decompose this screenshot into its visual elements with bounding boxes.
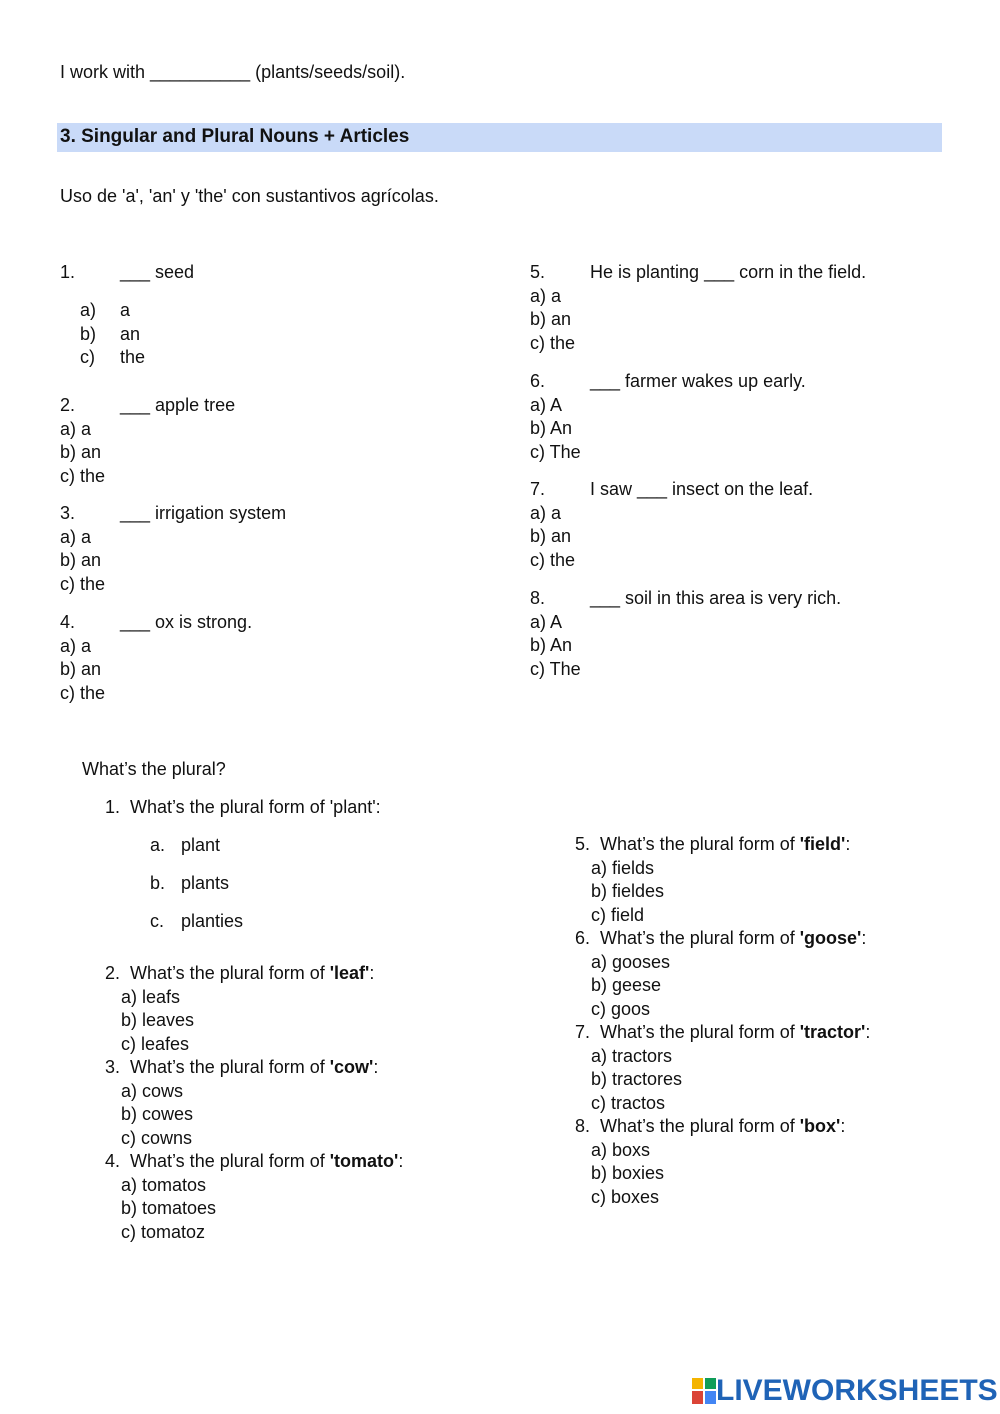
article-question-6	[530, 370, 806, 464]
article-question-1	[60, 261, 194, 285]
question-prefix: What’s the plural form of	[130, 963, 330, 983]
option[interactable]: a) tomatos	[121, 1174, 207, 1195]
plural-question-4: 4. What’s the plural form of 'tomato': a) tomatos b) tomatoes c) tomatoz	[90, 1150, 403, 1244]
option[interactable]: b) an	[530, 309, 572, 329]
option[interactable]: c) field	[591, 904, 645, 925]
question-word: 'box'	[799, 1116, 841, 1136]
question-number: 2.	[60, 395, 76, 415]
question-prefix: What’s the plural form of	[130, 1151, 330, 1171]
option[interactable]: c) goos	[591, 998, 651, 1019]
plural-question-6: 6. What’s the plural form of 'goose': a) gooses b) geese c) goos	[560, 927, 870, 1021]
liveworksheets-logo	[692, 1373, 998, 1409]
question-number: 8.	[530, 588, 546, 608]
option[interactable]: a) A	[530, 394, 563, 415]
question-text: I saw ___ insect on the leaf.	[590, 479, 814, 499]
question-prefix: What’s the plural form of	[600, 1116, 800, 1136]
article-question-2	[60, 394, 235, 488]
option-letter: b.	[150, 873, 166, 893]
liveworksheets-logo-icon	[692, 1378, 716, 1404]
question-number: 4.	[104, 1151, 120, 1171]
question-word: 'leaf'	[329, 963, 370, 983]
question-text: ___ apple tree	[120, 395, 236, 415]
question-number: 6.	[574, 928, 590, 948]
article-question-7	[530, 478, 813, 572]
plural-questions-right	[560, 833, 870, 1209]
article-question-3	[60, 502, 286, 596]
plural-questions-left	[90, 962, 403, 1244]
question-number: 7.	[530, 479, 546, 499]
question-prefix: What’s the plural form of	[600, 834, 800, 854]
option-letter: a.	[150, 835, 166, 855]
option[interactable]: a) a	[530, 502, 562, 523]
logo-text: LIVEWORKSHEETS	[716, 1374, 998, 1408]
option[interactable]: b) an	[60, 442, 102, 462]
option[interactable]: b) fieldes	[591, 881, 665, 901]
article-question-4	[60, 611, 252, 705]
question-number: 3.	[104, 1057, 120, 1077]
option[interactable]: c) tomatoz	[121, 1221, 206, 1242]
question-number: 5.	[574, 834, 590, 854]
plurals-heading: What’s the plural?	[82, 759, 226, 779]
plural-question-7: 7. What’s the plural form of 'tractor': a) tractors b) tractores c) tractos	[560, 1021, 870, 1115]
plural-question-8: 8. What’s the plural form of 'box': a) boxs b) boxies c) boxes	[560, 1115, 870, 1209]
option[interactable]: b) tomatoes	[121, 1198, 217, 1218]
option[interactable]: b) tractores	[591, 1069, 683, 1089]
option-text[interactable]: a	[120, 300, 131, 320]
article-question-8	[530, 587, 841, 681]
plural-question-3: 3. What’s the plural form of 'cow': a) cows b) cowes c) cowns	[90, 1056, 403, 1150]
article-question-1-options	[80, 299, 145, 370]
option[interactable]: a) fields	[591, 857, 655, 878]
option[interactable]: a) a	[60, 526, 92, 547]
question-word: 'field'	[799, 834, 846, 854]
section-title: 3. Singular and Plural Nouns + Articles	[60, 126, 410, 147]
question-text: ___ soil in this area is very rich.	[590, 588, 842, 608]
option[interactable]: b) cowes	[121, 1104, 194, 1124]
question-text: ___ ox is strong.	[120, 612, 253, 632]
option-letter: c)	[80, 347, 95, 367]
option[interactable]: b) boxies	[591, 1163, 665, 1183]
plural-question-2: 2. What’s the plural form of 'leaf': a) leafs b) leaves c) leafes	[90, 962, 403, 1056]
option[interactable]: a) gooses	[591, 951, 671, 972]
option[interactable]: c) The	[530, 658, 581, 679]
option[interactable]: b) An	[530, 635, 573, 655]
option[interactable]: c) the	[60, 573, 106, 594]
question-number: 4.	[60, 612, 76, 632]
question-text: ___ farmer wakes up early.	[590, 371, 806, 391]
plural-q1-option-a[interactable]	[150, 834, 220, 858]
option[interactable]: a) boxs	[591, 1139, 651, 1160]
question-number: 6.	[530, 371, 546, 391]
option-text[interactable]: the	[120, 347, 146, 367]
option[interactable]: c) leafes	[121, 1033, 190, 1054]
option-letter: b)	[80, 323, 97, 344]
question-number: 5.	[530, 262, 546, 282]
option[interactable]: c) the	[60, 682, 106, 703]
option-text: planties	[181, 911, 244, 931]
question-text: ___ seed	[120, 262, 195, 282]
option[interactable]: c) cowns	[121, 1127, 193, 1148]
question-number: 2.	[104, 963, 120, 983]
option-letter: c.	[150, 911, 165, 931]
question-prefix: What’s the plural form of	[600, 928, 800, 948]
option[interactable]: b) an	[530, 526, 572, 546]
option[interactable]: a) cows	[121, 1080, 184, 1101]
question-text: What’s the plural form of 'plant':	[130, 797, 381, 817]
option[interactable]: c) tractos	[591, 1092, 666, 1113]
option[interactable]: b) geese	[591, 975, 662, 995]
option[interactable]: c) The	[530, 441, 581, 462]
option-text: plant	[181, 835, 221, 855]
plural-question-1	[90, 796, 381, 820]
question-text: ___ irrigation system	[120, 503, 287, 523]
option[interactable]: c) the	[60, 465, 106, 486]
article-question-5	[530, 261, 866, 355]
intro-line: I work with __________ (plants/seeds/soil).	[60, 62, 406, 82]
option-letter: a)	[80, 300, 97, 320]
option[interactable]: c) the	[530, 332, 576, 353]
plural-q1-option-b[interactable]	[150, 872, 229, 896]
option[interactable]: b) leaves	[121, 1010, 195, 1030]
question-prefix: What’s the plural form of	[130, 1057, 330, 1077]
section-instruction: Uso de 'a', 'an' y 'the' con sustantivos agrícolas.	[60, 186, 439, 206]
question-number: 1.	[104, 797, 120, 817]
option[interactable]: c) boxes	[591, 1186, 660, 1207]
option[interactable]: b) an	[60, 659, 102, 679]
question-word: 'tomato'	[329, 1151, 399, 1171]
option-text: plants	[181, 873, 230, 893]
option[interactable]: a) A	[530, 611, 563, 632]
option[interactable]: a) a	[60, 418, 92, 439]
question-word: 'tractor'	[799, 1022, 866, 1042]
question-number: 3.	[60, 503, 76, 523]
question-number: 1.	[60, 262, 76, 282]
question-number: 8.	[574, 1116, 590, 1136]
option[interactable]: c) the	[530, 549, 576, 570]
plural-question-5: 5. What’s the plural form of 'field': a) fields b) fieldes c) field	[560, 833, 870, 927]
option[interactable]: a) a	[530, 285, 562, 306]
option[interactable]: a) a	[60, 635, 92, 656]
plural-q1-option-c[interactable]	[150, 910, 243, 934]
option[interactable]: b) An	[530, 418, 573, 438]
question-number: 7.	[574, 1022, 590, 1042]
option[interactable]: a) tractors	[591, 1045, 673, 1066]
question-word: 'goose'	[799, 928, 862, 948]
option-text[interactable]: an	[120, 323, 141, 344]
option[interactable]: a) leafs	[121, 986, 181, 1007]
question-prefix: What’s the plural form of	[600, 1022, 800, 1042]
option[interactable]: b) an	[60, 550, 102, 570]
question-text: He is planting ___ corn in the field.	[590, 262, 867, 282]
question-word: 'cow'	[329, 1057, 374, 1077]
